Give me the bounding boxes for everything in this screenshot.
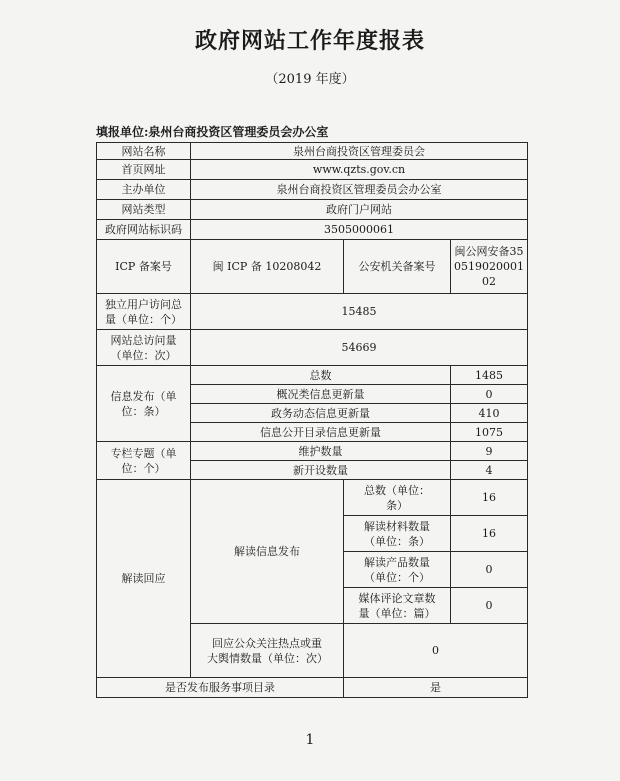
- table-row: [97, 442, 528, 461]
- item-value: 16: [451, 516, 528, 552]
- item-value: 16: [451, 480, 528, 516]
- row-label: 独立用户访问总量（单位：个）: [97, 294, 191, 330]
- table-row: [97, 240, 528, 294]
- police-record-label: 公安机关备案号: [344, 240, 451, 294]
- row-label: 主办单位: [97, 180, 191, 200]
- item-label: 新开设数量: [191, 461, 451, 480]
- row-label: 首页网址: [97, 160, 191, 180]
- row-label: 政府网站标识码: [97, 220, 191, 240]
- item-value: 0: [451, 588, 528, 624]
- row-value: 泉州台商投资区管理委员会办公室: [191, 180, 528, 200]
- table-row: [97, 366, 528, 385]
- interp-label: 解读信息发布: [191, 480, 344, 624]
- table-row: [97, 200, 528, 220]
- item-label: 媒体评论文章数量（单位：篇）: [344, 588, 451, 624]
- item-value: 9: [451, 442, 528, 461]
- section-label: 专栏专题（单位：个）: [97, 442, 191, 480]
- item-label: 总数（单位：条）: [344, 480, 451, 516]
- item-label: 总数: [191, 366, 451, 385]
- item-value: 1485: [451, 366, 528, 385]
- police-record-value: 闽公网安备35051902000102: [451, 240, 528, 294]
- item-value: 410: [451, 404, 528, 423]
- item-label: 解读产品数量（单位：个）: [344, 552, 451, 588]
- row-value: 是: [344, 678, 528, 698]
- item-value: 0: [451, 552, 528, 588]
- item-label: 概况类信息更新量: [191, 385, 451, 404]
- row-label: ICP 备案号: [97, 240, 191, 294]
- row-value: 政府门户网站: [191, 200, 528, 220]
- item-label: 解读材料数量（单位：条）: [344, 516, 451, 552]
- table-row: [97, 160, 528, 180]
- table-row: [97, 220, 528, 240]
- report-table: [96, 142, 528, 698]
- row-value: 54669: [191, 330, 528, 366]
- row-value: 泉州台商投资区管理委员会: [191, 143, 528, 160]
- item-value: 1075: [451, 423, 528, 442]
- row-value: 闽 ICP 备 10208042: [191, 240, 344, 294]
- item-value: 4: [451, 461, 528, 480]
- row-label: 网站名称: [97, 143, 191, 160]
- page-title: 政府网站工作年度报表: [194, 28, 425, 54]
- table-row: [97, 330, 528, 366]
- row-value: 3505000061: [191, 220, 528, 240]
- table-row: [97, 180, 528, 200]
- table-row: [97, 294, 528, 330]
- section-label: 信息发布（单位：条）: [97, 366, 191, 442]
- filler-unit: 填报单位:泉州台商投资区管理委员会办公室: [96, 125, 329, 139]
- report-year: （2019 年度）: [265, 72, 355, 87]
- row-label: 网站总访问量（单位：次）: [97, 330, 191, 366]
- item-value: 0: [451, 385, 528, 404]
- page-number: 1: [305, 732, 315, 748]
- item-label: 信息公开目录信息更新量: [191, 423, 451, 442]
- table-row: [97, 143, 528, 160]
- hotspot-value: 0: [344, 624, 528, 678]
- item-label: 维护数量: [191, 442, 451, 461]
- row-value: 15485: [191, 294, 528, 330]
- table-row: [97, 678, 528, 698]
- row-label: 是否发布服务事项目录: [97, 678, 344, 698]
- section-label: 解读回应: [97, 480, 191, 678]
- item-label: 政务动态信息更新量: [191, 404, 451, 423]
- table-row: [97, 480, 528, 516]
- row-value: www.qzts.gov.cn: [191, 160, 528, 180]
- row-label: 网站类型: [97, 200, 191, 220]
- hotspot-label: 回应公众关注热点或重大舆情数量（单位：次）: [191, 624, 344, 678]
